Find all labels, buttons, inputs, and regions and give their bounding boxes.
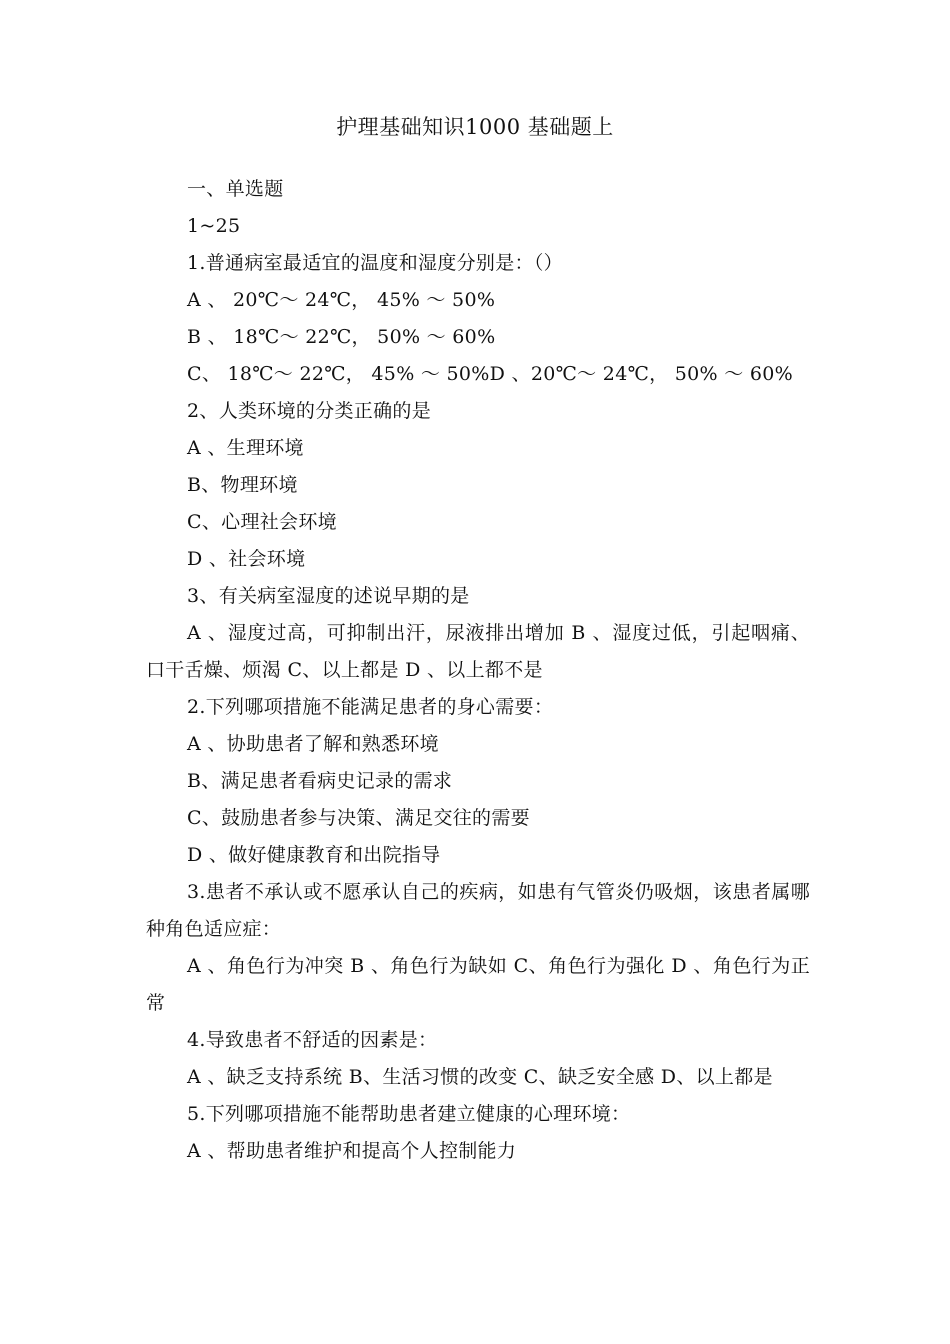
question-1-option-cd: C、 18℃～ 22℃， 45% ～ 50%D 、20℃～ 24℃， 50% ～ 60%: [187, 363, 794, 385]
question-2b-option-d: D 、做好健康教育和出院指导: [187, 844, 441, 866]
question-3: 3、有关病室湿度的述说早期的是: [187, 585, 470, 607]
question-2-option-d: D 、社会环境: [187, 548, 306, 570]
question-2-option-b: B、物理环境: [187, 474, 298, 496]
question-1-option-a: A 、 20℃～ 24℃， 45% ～ 50%: [187, 289, 496, 311]
question-2: 2、人类环境的分类正确的是: [187, 400, 431, 422]
question-4: 4.导致患者不舒适的因素是：: [187, 1029, 438, 1051]
question-2b-option-c: C、鼓励患者参与决策、满足交往的需要: [187, 807, 530, 829]
question-5: 5.下列哪项措施不能帮助患者建立健康的心理环境：: [187, 1103, 631, 1125]
question-3-options: A 、湿度过高，可抑制出汗，尿液排出增加 B 、湿度过低，引起咽痛、口干舌燥、烦渴 C、以上都是 D 、以上都不是: [146, 622, 810, 681]
question-2b-option-a: A 、协助患者了解和熟悉环境: [187, 733, 439, 755]
question-1: 1.普通病室最适宜的温度和湿度分别是：（）: [187, 252, 563, 274]
question-1-option-b: B 、 18℃～ 22℃， 50% ～ 60%: [187, 326, 496, 348]
question-2b-option-b: B、满足患者看病史记录的需求: [187, 770, 453, 792]
question-range: 1~25: [187, 215, 241, 237]
document-title: 护理基础知识1000 基础题上: [336, 115, 614, 139]
document-body: [146, 171, 810, 1170]
question-3b: 3.患者不承认或不愿承认自己的疾病，如患有气管炎仍吸烟，该患者属哪种角色适应症：: [146, 881, 810, 940]
question-2-option-c: C、心理社会环境: [187, 511, 337, 533]
question-3b-options: A 、角色行为冲突 B 、角色行为缺如 C、角色行为强化 D 、角色行为正常: [146, 955, 810, 1014]
question-2-option-a: A 、生理环境: [187, 437, 304, 459]
question-2b: 2.下列哪项措施不能满足患者的身心需要：: [187, 696, 554, 718]
question-5-option-a: A 、帮助患者维护和提高个人控制能力: [187, 1140, 517, 1162]
section-heading: 一、单选题: [187, 178, 284, 200]
question-4-options: A 、缺乏支持系统 B、生活习惯的改变 C、缺乏安全感 D、以上都是: [187, 1066, 773, 1088]
